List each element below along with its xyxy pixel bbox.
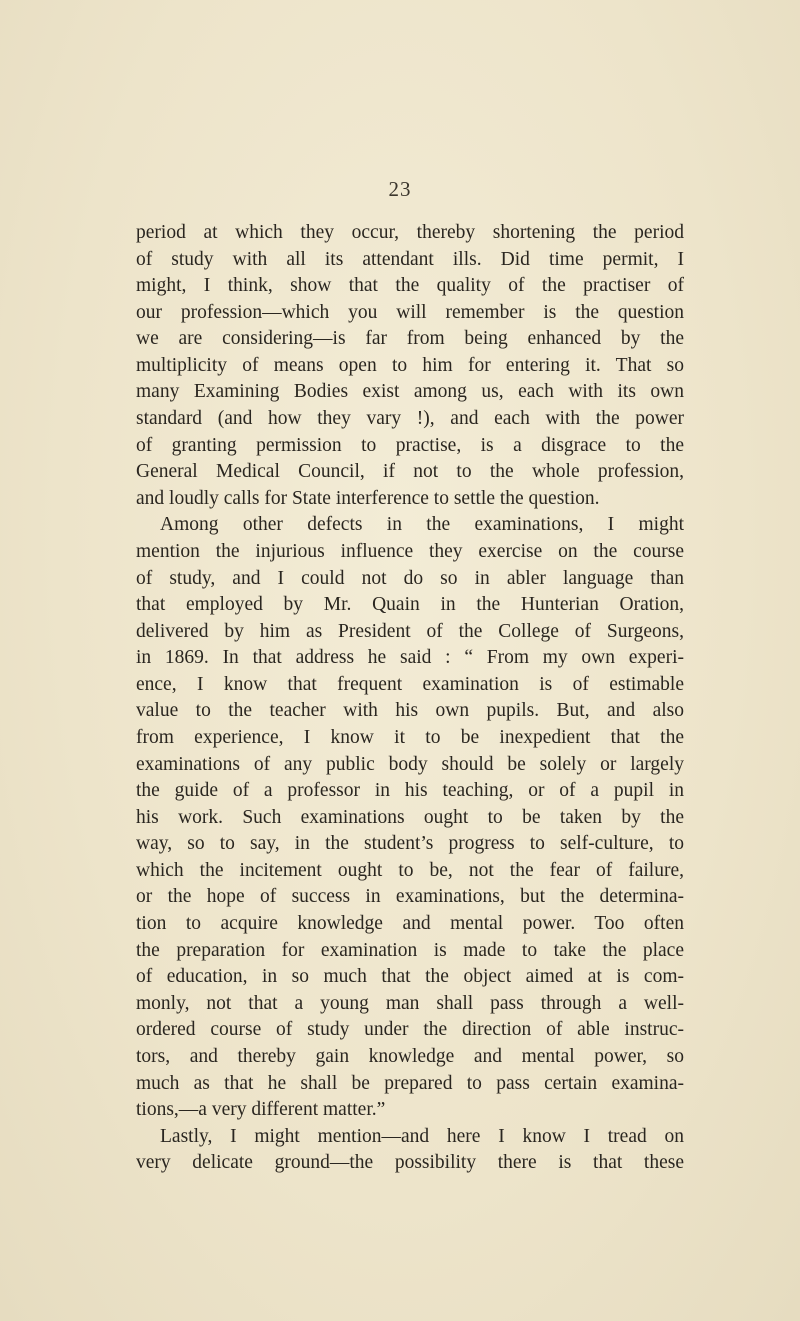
text-line: mention the injurious influence they exercise on the course — [136, 540, 684, 562]
text-line: of granting permission to practise, is a disgrace to the — [136, 434, 684, 456]
text-line: which the incitement ought to be, not the fear of failure, — [136, 859, 684, 881]
text-line: in 1869. In that address he said : “ From my own experi- — [136, 647, 684, 669]
text-line: ence, I know that frequent examination is of estimable — [136, 673, 684, 695]
text-line: ordered course of study under the direction of able instruc- — [136, 1019, 684, 1041]
text-line: Among other defects in the examinations, I might — [160, 514, 684, 536]
text-line: the preparation for examination is made to take the place — [136, 939, 684, 961]
text-line: of study, and I could not do so in abler language than — [136, 567, 684, 589]
text-line: of study with all its attendant ills. Did time permit, I — [136, 248, 684, 270]
text-line: delivered by him as President of the College of Surgeons, — [136, 620, 684, 642]
text-line: standard (and how they vary !), and each with the power — [136, 408, 684, 430]
text-block — [136, 220, 684, 1177]
page-number: 23 — [388, 177, 412, 201]
text-line: or the hope of success in examinations, but the determina- — [136, 886, 684, 908]
text-line: way, so to say, in the student’s progress to self-culture, to — [136, 833, 684, 855]
text-line: many Examining Bodies exist among us, each with its own — [136, 381, 684, 403]
text-line: tors, and thereby gain knowledge and mental power, so — [136, 1045, 684, 1067]
text-line: that employed by Mr. Quain in the Hunterian Oration, — [136, 594, 684, 616]
text-line: much as that he shall be prepared to pass certain examina- — [136, 1072, 684, 1094]
text-line: very delicate ground—the possibility there is that these — [136, 1152, 684, 1174]
text-line: General Medical Council, if not to the whole profession, — [136, 461, 684, 483]
text-line: from experience, I know it to be inexpedient that the — [136, 726, 684, 748]
text-line: tion to acquire knowledge and mental power. Too often — [136, 913, 684, 935]
text-line: tions,—a very different matter.” — [136, 1099, 386, 1121]
text-line: multiplicity of means open to him for entering it. That so — [136, 354, 684, 376]
text-line: his work. Such examinations ought to be taken by the — [136, 806, 684, 828]
text-line: and loudly calls for State interference to settle the question. — [136, 487, 600, 509]
text-line: monly, not that a young man shall pass through a well- — [136, 992, 684, 1014]
text-line: our profession—which you will remember is the question — [136, 301, 684, 323]
text-line: Lastly, I might mention—and here I know I tread on — [160, 1125, 684, 1147]
text-line: period at which they occur, thereby shortening the period — [136, 222, 684, 243]
text-line: the guide of a professor in his teaching, or of a pupil in — [136, 780, 684, 802]
text-line: we are considering—is far from being enhanced by the — [136, 328, 684, 350]
text-line: of education, in so much that the object aimed at is com- — [136, 966, 684, 988]
text-line: value to the teacher with his own pupils. But, and also — [136, 700, 684, 722]
text-line: examinations of any public body should be solely or largely — [136, 753, 684, 775]
text-line: might, I think, show that the quality of the practiser of — [136, 275, 684, 297]
